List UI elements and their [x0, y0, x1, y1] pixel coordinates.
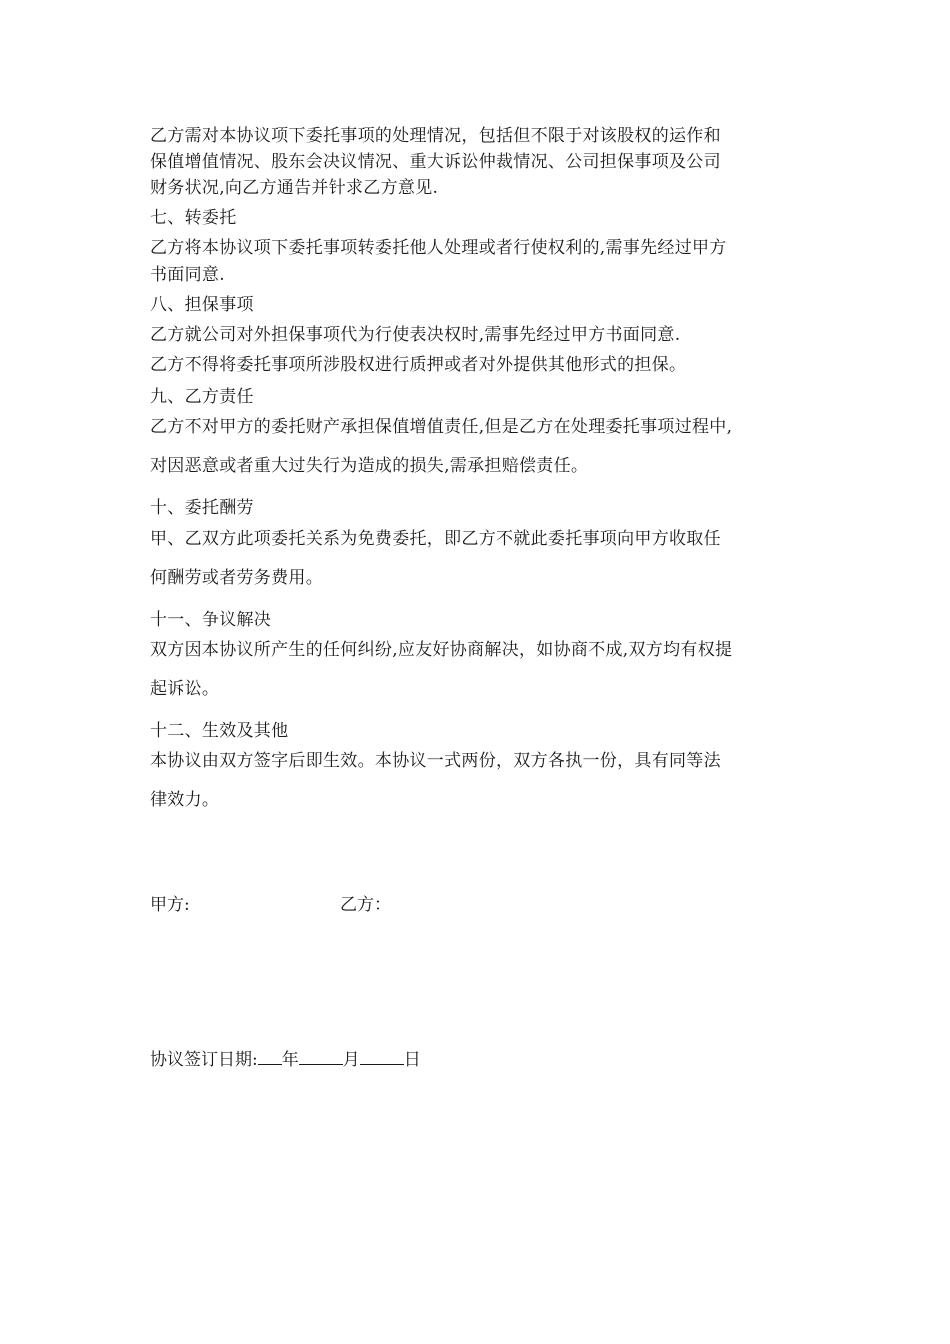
- paragraph-line: 保值增值情况、股东会决议情况、重大诉讼仲裁情况、公司担保事项及公司: [150, 152, 721, 172]
- paragraph-line: 乙方需对本协议项下委托事项的处理情况，包括但不限于对该股权的运作和: [150, 126, 721, 146]
- year-blank: [258, 1046, 282, 1065]
- section-heading: 七、转委托: [150, 208, 237, 228]
- paragraph-line: 乙方不对甲方的委托财产承担保值增值责任,但是乙方在处理委托事项过程中,: [150, 417, 733, 437]
- paragraph-line: 律效力。: [150, 790, 220, 810]
- paragraph-line: 何酬劳或者劳务费用。: [150, 568, 323, 588]
- day-blank: [360, 1046, 404, 1065]
- month-blank: [299, 1046, 343, 1065]
- paragraph-line: 起诉讼。: [150, 679, 220, 699]
- paragraph-line: 财务状况,向乙方通告并针求乙方意见.: [150, 178, 439, 198]
- paragraph-line: 本协议由双方签字后即生效。本协议一式两份，双方各执一份，具有同等法: [150, 751, 721, 771]
- section-heading: 八、担保事项: [150, 295, 254, 315]
- party-b-signature-label: 乙方：: [340, 895, 391, 915]
- section-heading: 十二、生效及其他: [150, 721, 289, 741]
- section-heading: 九、乙方责任: [150, 387, 254, 407]
- paragraph-line: 乙方将本协议项下委托事项转委托他人处理或者行使权利的,需事先经过甲方: [150, 238, 727, 258]
- section-heading: 十、委托酬劳: [150, 498, 254, 518]
- paragraph-line: 书面同意.: [150, 265, 225, 285]
- month-label: 月: [342, 1050, 360, 1070]
- paragraph-line: 对因恶意或者重大过失行为造成的损失,需承担赔偿责任。: [150, 456, 589, 476]
- paragraph-line: 甲、乙双方此项委托关系为免费委托，即乙方不就此委托事项向甲方收取任: [150, 529, 721, 549]
- section-heading: 十一、争议解决: [150, 610, 272, 630]
- paragraph-line: 乙方不得将委托事项所涉股权进行质押或者对外提供其他形式的担保。: [150, 355, 687, 375]
- paragraph-line: 双方因本协议所产生的任何纠纷,应友好协商解决，如协商不成,双方均有权提: [150, 640, 733, 660]
- signing-date-line: [150, 1046, 421, 1072]
- day-label: 日: [403, 1050, 421, 1070]
- signing-date-label: 协议签订日期:: [150, 1050, 258, 1070]
- party-a-signature-label: 甲方:: [150, 895, 190, 915]
- year-label: 年: [281, 1050, 299, 1070]
- paragraph-line: 乙方就公司对外担保事项代为行使表决权时,需事先经过甲方书面同意.: [150, 325, 681, 345]
